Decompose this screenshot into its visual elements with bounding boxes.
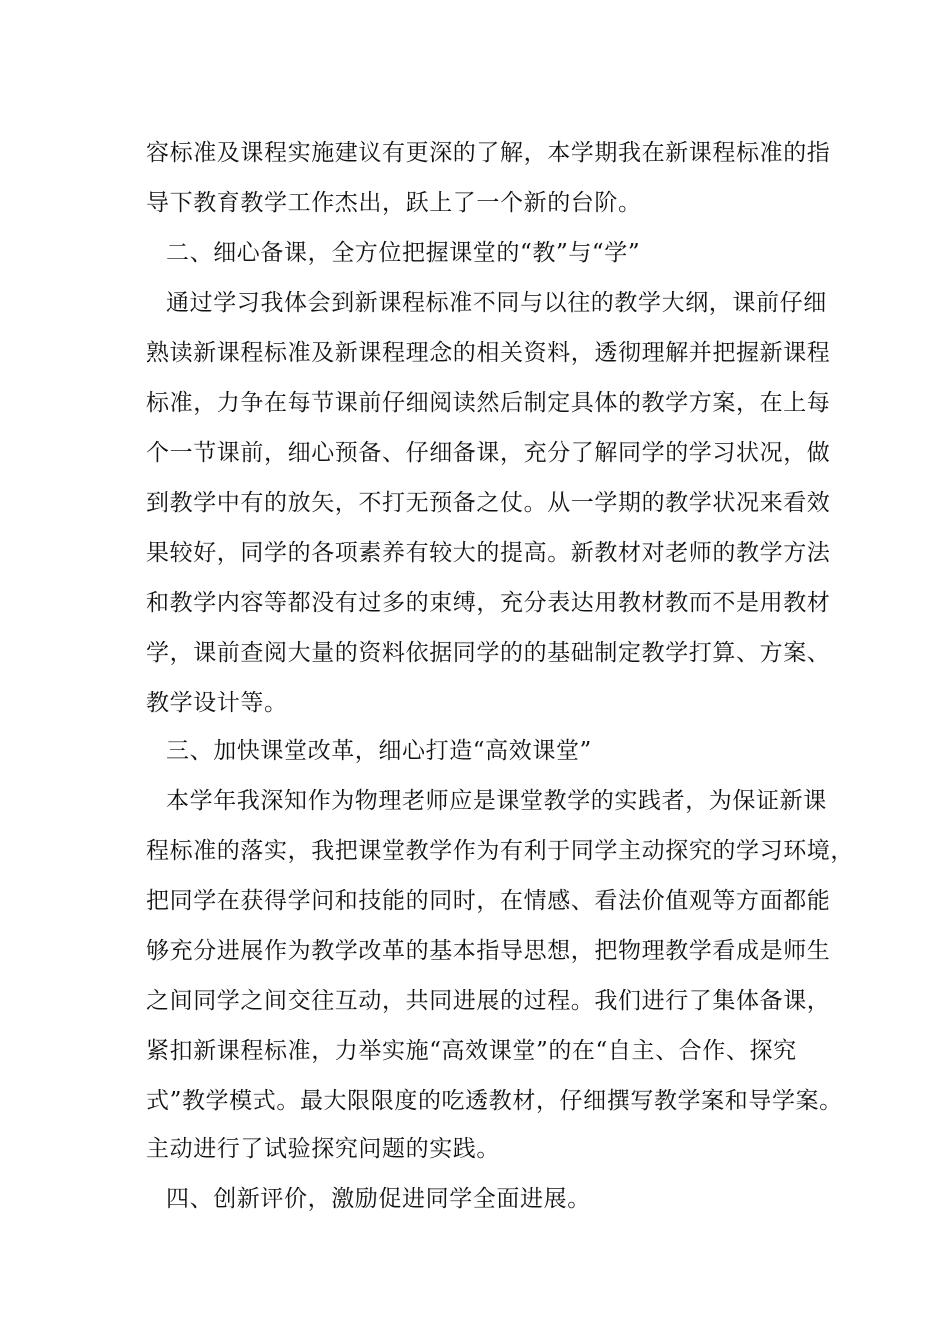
text-line: 个一节课前，细心预备、仔细备课，充分了解同学的学习状况，做	[146, 440, 831, 466]
text-line: 容标准及课程实施建议有更深的了解，本学期我在新课程标准的指	[146, 140, 831, 166]
text-line: 程标准的落实，我把课堂教学作为有利于同学主动探究的学习环境，	[146, 838, 854, 864]
text-line: 紧扣新课程标准，力举实施“高效课堂”的在“自主、合作、探究	[146, 1038, 797, 1064]
text-line: 够充分进展作为教学改革的基本指导思想，把物理教学看成是师生	[146, 938, 831, 964]
text-line: 熟读新课程标准及新课程理念的相关资料，透彻理解并把握新课程	[146, 340, 831, 366]
text-line: 教学设计等。	[146, 690, 288, 716]
text-line: 导下教育教学工作杰出，跃上了一个新的台阶。	[146, 190, 642, 216]
text-line: 到教学中有的放矢，不打无预备之仗。从一学期的教学状况来看效	[146, 490, 831, 516]
text-line: 标准，力争在每节课前仔细阅读然后制定具体的教学方案，在上每	[146, 390, 831, 416]
text-line: 主动进行了试验探究问题的实践。	[146, 1136, 500, 1162]
section-heading-2: 二、细心备课，全方位把握课堂的“教”与“学”	[166, 240, 641, 266]
text-line: 和教学内容等都没有过多的束缚，充分表达用教材教而不是用教材	[146, 590, 831, 616]
text-line: 学，课前查阅大量的资料依据同学的的基础制定教学打算、方案、	[146, 640, 831, 666]
text-line: 式”教学模式。最大限限度的吃透教材，仔细撰写教学案和导学案。	[146, 1088, 843, 1114]
text-line: 本学年我深知作为物理老师应是课堂教学的实践者，为保证新课	[166, 788, 827, 814]
text-line: 果较好，同学的各项素养有较大的提高。新教材对老师的教学方法	[146, 540, 831, 566]
text-line: 通过学习我体会到新课程标准不同与以往的教学大纲，课前仔细	[166, 290, 827, 316]
section-heading-3: 三、加快课堂改革，细心打造“高效课堂”	[166, 738, 592, 764]
text-line: 之间同学之间交往互动，共同进展的过程。我们进行了集体备课，	[146, 988, 831, 1014]
text-line: 把同学在获得学问和技能的同时，在情感、看法价值观等方面都能	[146, 888, 831, 914]
section-heading-4: 四、创新评价，激励促进同学全面进展。	[166, 1186, 591, 1212]
